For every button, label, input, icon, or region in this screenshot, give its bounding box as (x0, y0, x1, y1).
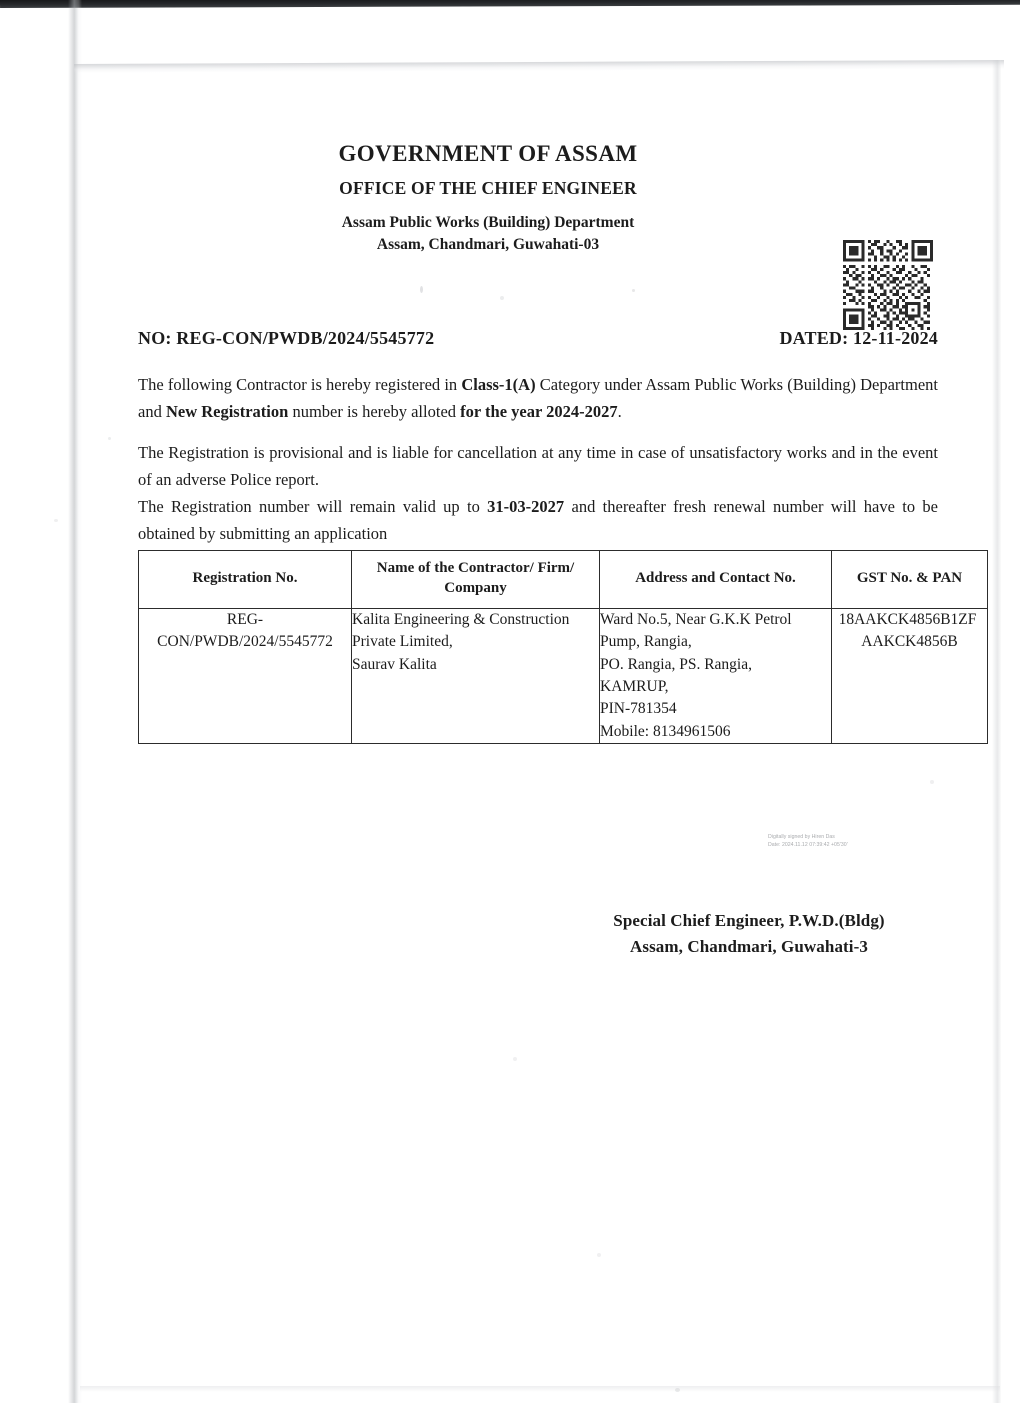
registration-no-line-2: CON/PWDB/2024/5545772 (157, 633, 333, 651)
address-line-5-pin: PIN-781354 (600, 700, 677, 718)
p1-class-value: Class-1(A) (461, 375, 536, 394)
scan-speck (632, 289, 635, 292)
column-header-gst-pan: GST No. & PAN (832, 551, 988, 609)
table-row (139, 608, 988, 744)
column-header-address: Address and Contact No. (600, 551, 832, 609)
p1-text-2: Category under Assam Public Works (Building) Department and (138, 375, 938, 421)
scan-speck (420, 286, 423, 293)
registration-no-line-1: REG- (226, 610, 264, 628)
p1-registration-type: New Registration (165, 401, 289, 421)
cell-contractor-name (352, 608, 600, 744)
p1-text-1: The following Contractor is hereby registered in (138, 375, 462, 394)
scan-edge-top-band (0, 0, 1020, 8)
scan-speck (54, 519, 58, 522)
cell-address (600, 608, 832, 744)
p1-year-value: for the year 2024-2027 (460, 401, 618, 421)
digital-signature-signer: Digitally signed by Hiren Das (768, 834, 835, 840)
paragraph-validity-clause (138, 494, 938, 547)
address-line-6-mobile: Mobile: 8134961506 (600, 722, 731, 740)
table-header-row (139, 551, 988, 609)
address-line-1: Ward No.5, Near G.K.K Petrol (600, 610, 792, 628)
digital-signature-date: Date: 2024.11.12 07:39:42 +05'30' (768, 842, 848, 849)
contractor-name-line-2: Private Limited, (352, 633, 453, 651)
registration-details-table (138, 550, 988, 744)
column-header-registration-no: Registration No. (139, 551, 352, 609)
p3-text-2: and thereafter fresh renewal number will have to be obtained by submitting an application (138, 497, 938, 543)
contractor-name-line-1: Kalita Engineering & Construction (352, 610, 570, 628)
qr-code-icon (843, 240, 933, 330)
contractor-name-line-3: Saurav Kalita (352, 655, 437, 673)
cell-registration-no (139, 608, 352, 744)
department-address: Assam, Chandmari, Guwahati-03 (376, 235, 600, 253)
p3-text-1: The Registration number will remain valid up to (138, 497, 488, 516)
scan-speck (108, 437, 111, 440)
office-title: OFFICE OF THE CHIEF ENGINEER (339, 177, 637, 198)
scan-speck (930, 780, 934, 784)
paragraph-registration-class (138, 372, 938, 425)
address-line-4: KAMRUP, (600, 678, 669, 695)
scan-shadow-bottom (80, 1386, 1000, 1392)
scan-shadow-left (68, 0, 82, 1403)
scan-speck (597, 1253, 601, 1257)
digital-signature-stamp (768, 833, 888, 849)
reference-number: NO: REG-CON/PWDB/2024/5545772 (138, 328, 435, 348)
signatory-designation: Special Chief Engineer, P.W.D.(Bldg) (613, 911, 885, 930)
gstin-value: 18AAKCK4856B1ZF (838, 610, 977, 628)
reference-row (138, 328, 938, 349)
paragraph-provisional-clause: The Registration is provisional and is liable for cancellation at any time in case of unsatisfactory works and in the event of an adverse Police report. (138, 443, 938, 489)
department-name: Assam Public Works (Building) Department (341, 213, 635, 231)
scan-speck (500, 296, 504, 300)
scan-speck (513, 1057, 517, 1061)
p1-text-4: . (617, 401, 622, 421)
scan-speck (675, 1388, 680, 1392)
letterhead-block (138, 140, 938, 256)
pan-value: AAKCK4856B (861, 633, 958, 651)
address-line-3: PO. Rangia, PS. Rangia, (600, 655, 752, 673)
p3-validity-date: 31-03-2027 (487, 497, 565, 516)
cell-gst-pan (832, 608, 988, 744)
p1-text-3: number is hereby alloted (288, 401, 461, 421)
address-line-2: Pump, Rangia, (600, 633, 692, 651)
scan-shadow-right (992, 60, 1001, 1403)
signatory-block (560, 908, 938, 961)
signatory-address: Assam, Chandmari, Guwahati-3 (630, 937, 868, 957)
reference-date: DATED: 12-11-2024 (779, 328, 938, 348)
government-title: GOVERNMENT OF ASSAM (338, 141, 638, 166)
column-header-name: Name of the Contractor/ Firm/ Company (352, 551, 600, 609)
scan-shadow-top (74, 60, 1004, 73)
